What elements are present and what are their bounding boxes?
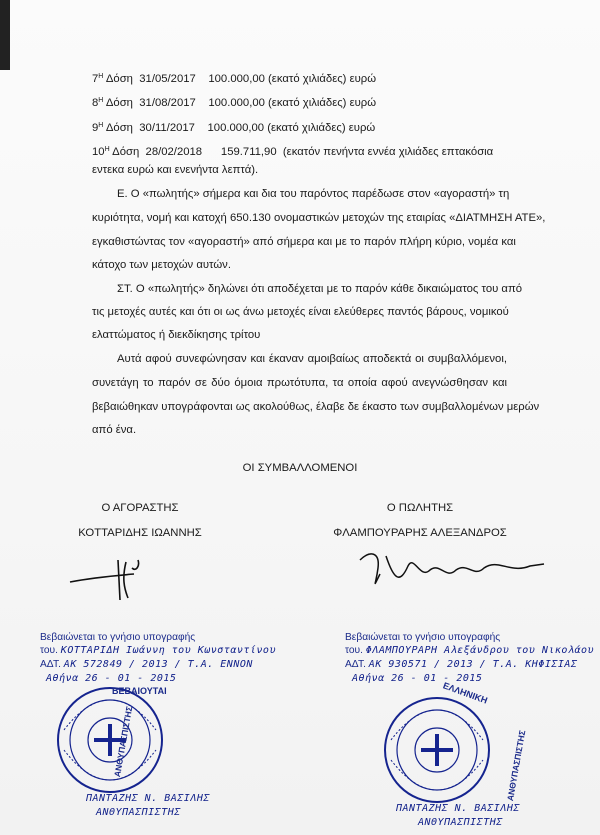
paragraph-e-line-4: κάτοχο των μετοχών αυτών. (92, 259, 231, 271)
cert-left-line-3: ΑΔΤ. ΑΚ 572849 / 2013 / Τ.Α. ΕΝΝΟΝ (40, 659, 253, 670)
cert-right-line-3: ΑΔΤ. ΑΚ 930571 / 2013 / Τ.Α. ΚΗΦΙΣΙΑΣ (345, 659, 578, 670)
cert-left-line-2: του. ΚΟΤΤΑΡΙΔΗ Ιωάννη του Κωνσταντίνου (40, 645, 276, 656)
buyer-signature (60, 548, 180, 608)
paragraph-st-line-1: ΣΤ. Ο «πωλητής» δηλώνει ότι αποδέχεται με το παρόν κάθε δικαιώματος του από (117, 283, 523, 295)
official-seal-left-icon (50, 680, 170, 800)
paragraph-final-line-3: βεβαιώθηκαν υπογράφονται ως ακολούθως, έλαβε δε έκαστο των συμβαλλομένων μερών (92, 401, 540, 413)
seal-right-word: ΕΛΛΗΝΙΚΗ (441, 680, 489, 706)
installment-10-continuation: εντεκα ευρώ και ενενήντα λεπτά). (92, 164, 259, 176)
seller-signature (350, 540, 550, 600)
paragraph-e-line-3: εγκαθιστώντας τον «αγοραστή» από σήμερα και με το παρόν πλήρη κύριο, νομέα και (92, 236, 516, 248)
buyer-role: Ο ΑΓΟΡΑΣΤΗΣ (101, 502, 179, 514)
cert-right-line-2: του. ΦΛΑΜΠΟΥΡΑΡΗ Αλεξάνδρου του Νικολάου (345, 645, 595, 656)
cert-left-line-1: Βεβαιώνεται το γνήσιο υπογραφής (40, 632, 196, 643)
paragraph-st-line-2: τις μετοχές αυτές και ότι οι ως άνω μετοχές είναι ελεύθερες παντός βάρους, νομικού (92, 306, 509, 318)
signatories-heading: ΟΙ ΣΥΜΒΑΛΛΟΜΕΝΟΙ (242, 462, 358, 474)
installment-8: $8^H$ Δόση 31/08/2017 100.000,00 (εκατό χιλιάδες) ευρώ (92, 97, 377, 109)
paragraph-final-line-2: συνετάγη το παρόν σε δύο όμοια πρωτότυπα, τα οποία αφού ανεγνώσθησαν και (92, 377, 507, 389)
installment-9: $9^H$ Δόση 30/11/2017 100.000,00 (εκατό χιλιάδες) ευρώ (92, 122, 376, 134)
installment-10: $10^H$ Δόση 28/02/2018 159.711,90 (εκατόν πενήντα εννέα χιλιάδες επτακόσια (92, 146, 494, 158)
official-name-left: ΠΑΝΤΑΖΗΣ Ν. ΒΑΣΙΛΗΣ (86, 793, 210, 804)
paragraph-e-line-2: κυριότητα, νομή και κατοχή 650.130 ονομαστικών μετοχών της εταιρίας «ΔΙΑΤΜΗΣΗ ΑΤΕ», (92, 212, 546, 224)
paragraph-final-line-4: από ένα. (92, 424, 137, 436)
official-name-right: ΠΑΝΤΑΖΗΣ Ν. ΒΑΣΙΛΗΣ (396, 803, 520, 814)
cert-right-date: Αθήνα 26 - 01 - 2015 (352, 673, 483, 684)
cert-right-line-1: Βεβαιώνεται το γνήσιο υπογραφής (345, 632, 501, 643)
official-seal-right-icon (375, 690, 500, 810)
installment-7: $7^H$ Δόση 31/05/2017 100.000,00 (εκατό χιλιάδες) ευρώ (92, 73, 377, 85)
stamp-left: ΑΝΘΥΠΑΣΠΙΣΤΗΣ (112, 705, 135, 778)
official-title-left: ΑΝΘΥΠΑΣΠΙΣΤΗΣ (96, 807, 181, 818)
seal-left-word: ΒΕΒΑΙΟΥΤΑΙ (112, 686, 167, 696)
paragraph-final-line-1: Αυτά αφού συνεφώνησαν και έκαναν αμοιβαίως αποδεκτά οι συμβαλλόμενοι, (117, 353, 507, 365)
paragraph-e-line-1: Ε. Ο «πωλητής» σήμερα και δια του παρόντος παρέδωσε στον «αγοραστή» τη (117, 188, 510, 200)
buyer-name: ΚΟΤΤΑΡΙΔΗΣ ΙΩΑΝΝΗΣ (78, 527, 202, 539)
stamp-right: ΑΝΘΥΠΑΣΠΙΣΤΗΣ (505, 729, 528, 802)
cert-left-date: Αθήνα 26 - 01 - 2015 (46, 673, 177, 684)
seller-role: Ο ΠΩΛΗΤΗΣ (386, 502, 454, 514)
seller-name: ΦΛΑΜΠΟΥΡΑΡΗΣ ΑΛΕΞΑΝΔΡΟΣ (333, 527, 507, 539)
official-title-right: ΑΝΘΥΠΑΣΠΙΣΤΗΣ (418, 817, 503, 828)
paragraph-st-line-3: ελαττώματος ή διεκδίκησης τρίτου (92, 329, 261, 341)
